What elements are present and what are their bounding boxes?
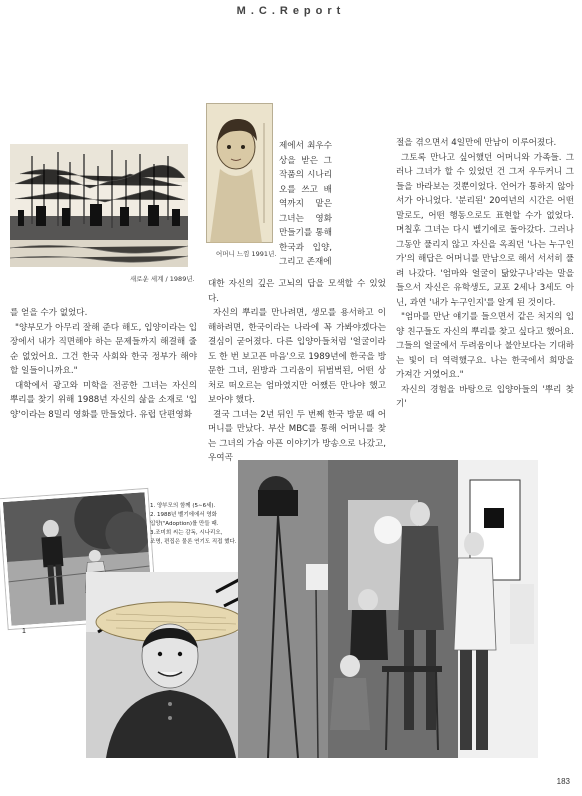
painting-world-image: [10, 144, 188, 267]
film-set-photo: [238, 460, 538, 758]
painting-world-svg: [10, 144, 188, 267]
photo-caption-1: 1. 양부모의 함께 (5∼6세).: [150, 503, 216, 509]
painting-portrait-image: [206, 103, 273, 243]
right-column: [396, 136, 574, 412]
photo-caption-3: 입양("Adoption)를 만들 때.: [150, 521, 219, 527]
middle-column: [208, 277, 386, 466]
photo-caption-4: 3.조미희 씨는 감독, 시나리오,: [150, 530, 223, 536]
right-para-4: 자신의 경험을 바탕으로 입양아들의 '뿌리 찾기': [396, 384, 574, 409]
painting-world-caption: 새로운 세계 / 1989년.: [130, 275, 195, 283]
photo-number-1: 1: [22, 628, 26, 635]
photo-caption-2: 2. 1988년 벨기에에서 영화: [150, 512, 217, 518]
right-para-3: "엄마를 만난 얘기를 들으면서 같은 처지의 입양 친구들도 자신의 뿌리를 찾고 싶다고 했어요. 그들의 얼굴에서 두려움이나 불안보다는 기대하는 빛이 더 역력했구요. 나는 한국에서 희망을 가져간 거였어요.": [396, 312, 574, 380]
middle-para-3: 결국 그녀는 2년 뒤인 두 번째 한국 방문 때 어머니를 만났다. 부산 MBC를 통해 어머니를 찾는 그녀의 가슴 아픈 이야기가 방송으로 나갔고, 우여곡: [208, 409, 386, 463]
left-para-2: "양부모가 아무리 잘해 준다 해도, 입양이라는 입장에서 내가 직면해야 하는 문제들까지 해결해 줄 순 없었어요. 그건 한국 사회와 한국 정부가 해야 할 일들이니까요.": [10, 322, 197, 376]
middle-para-1: 대한 자신의 깊은 고뇌의 답을 모색할 수 있었다.: [208, 279, 386, 304]
page-header: M.C.Report: [236, 5, 346, 17]
left-para-3: 대학에서 광고와 미학을 전공한 그녀는 자신의 뿌리를 찾기 위해 1988년 자신의 삶을 소재로 '입양'이라는 8밀리 영화를 만들었다. 유럽 단편영화: [10, 380, 197, 420]
right-para-2: 그토록 만나고 싶어했던 어머니와 가족들. 그러나 그녀가 할 수 있었던 건 그저 우두커니 그들을 바라보는 것뿐이었다. 언어가 통하지 않아서가 아니었다. '분리된' 20여년의 시간은 어떤 말로도, 어떤 행동으로도 표현할 수가 없었다. 며칠후 그녀는 다시 벨기에로 돌아갔다. 그러나 그동안 풀리지 않고 자신을 옥죄던 '나는 누구인가'의 해답은 어머니를 만남으로 해서 서서히 풀려 나갔다. '엄마와 얼굴이 닮았구나'라는 말을 들으서 자신은 유학생도, 교포 2세나 3세도 아닌, 과연 '내가 누구인지'를 알게 된 것이다.: [396, 152, 574, 308]
right-para-1: 절을 겪으면서 4일만에 만남이 이루어졌다.: [396, 138, 557, 148]
photo-caption-5: 조명, 편집은 물론 연기도 직접 했다.: [150, 539, 237, 545]
left-para-1: 를 얻을 수가 없었다.: [10, 308, 88, 318]
middle-para-2: 자신의 뿌리를 만나려면, 생모를 용서하고 이해하려면, 한국이라는 나라에 꼭 가봐야겠다는 결심이 굳어졌다. 다른 입양아들처럼 '얼굴이라도 한 번 보고픈 마음'으로 1989년에 한국을 방문한 그녀, 윈방과 그리움이 뒤범벅된, 어떤 상처로 떠오르는 엄마였지만 어쨌든 만나야 했고 보아야 했다.: [208, 308, 386, 405]
film-set-svg: [238, 460, 538, 758]
middle-top-text: 제에서 최우수상을 받은 그 작품의 시나리오를 쓰고 배역까지 맡은 그녀는 영화 만들기를 통해 한국과 입양, 그리고 존재에: [279, 141, 332, 267]
page-number: 183: [556, 777, 570, 786]
painting-portrait-svg: [206, 103, 273, 243]
painting-portrait-caption: 어머니 느낌 1991년.: [216, 250, 277, 258]
left-column: [10, 306, 197, 422]
